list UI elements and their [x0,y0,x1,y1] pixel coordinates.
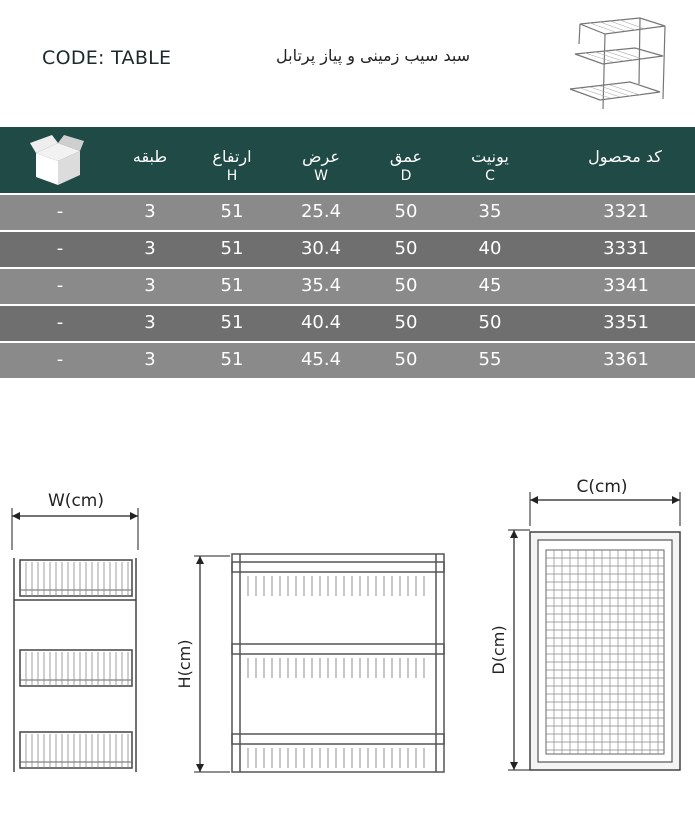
cell-width: 40.4 [300,312,342,333]
cell-width: 30.4 [300,238,342,259]
cell-tabaqe: 3 [144,238,156,259]
header-width: عرض W [302,147,340,184]
code-label: CODE: TABLE [42,47,172,69]
cell-height: 51 [220,201,244,222]
cell-depth: 50 [394,238,418,259]
product-thumbnail-image [565,14,675,114]
top-view-diagram [488,470,688,780]
box-icon [28,135,86,189]
top-width-label: C(cm) [576,477,628,497]
side-view-diagram [0,480,160,780]
cell-unit: 40 [478,238,502,259]
cell-product-code: 3361 [603,349,649,370]
cell-extra: - [56,349,64,370]
header-unit: یونیت C [471,147,509,184]
front-view-diagram [170,540,460,780]
table-row [0,232,695,267]
cell-depth: 50 [394,349,418,370]
cell-width: 35.4 [300,275,342,296]
header-height: ارتفاع H [212,147,252,184]
cell-height: 51 [220,275,244,296]
cell-depth: 50 [394,201,418,222]
cell-extra: - [56,312,64,333]
cell-tabaqe: 3 [144,312,156,333]
header-product-code: کد محصول [588,147,662,166]
cell-extra: - [56,275,64,296]
product-title: سبد سیب زمینی و پیاز پرتابل [276,46,471,65]
table-row [0,343,695,378]
cell-product-code: 3341 [603,275,649,296]
cell-unit: 45 [478,275,502,296]
table-header [0,127,695,193]
cell-tabaqe: 3 [144,349,156,370]
cell-height: 51 [220,349,244,370]
front-height-label: H(cm) [175,639,194,689]
cell-depth: 50 [394,275,418,296]
header-tabaqe: طبقه [132,147,168,166]
table-row [0,195,695,230]
cell-product-code: 3331 [603,238,649,259]
cell-product-code: 3351 [603,312,649,333]
table-row [0,306,695,341]
cell-height: 51 [220,238,244,259]
cell-tabaqe: 3 [144,275,156,296]
cell-unit: 35 [478,201,502,222]
cell-height: 51 [220,312,244,333]
side-width-label: W(cm) [48,491,104,511]
cell-product-code: 3321 [603,201,649,222]
cell-width: 45.4 [300,349,342,370]
cell-unit: 50 [478,312,502,333]
cell-tabaqe: 3 [144,201,156,222]
header-depth: عمق D [389,147,423,184]
cell-extra: - [56,238,64,259]
cell-extra: - [56,201,64,222]
table-body [0,195,695,380]
cell-unit: 55 [478,349,502,370]
cell-width: 25.4 [300,201,342,222]
table-row [0,269,695,304]
cell-depth: 50 [394,312,418,333]
top-depth-label: D(cm) [489,625,508,675]
